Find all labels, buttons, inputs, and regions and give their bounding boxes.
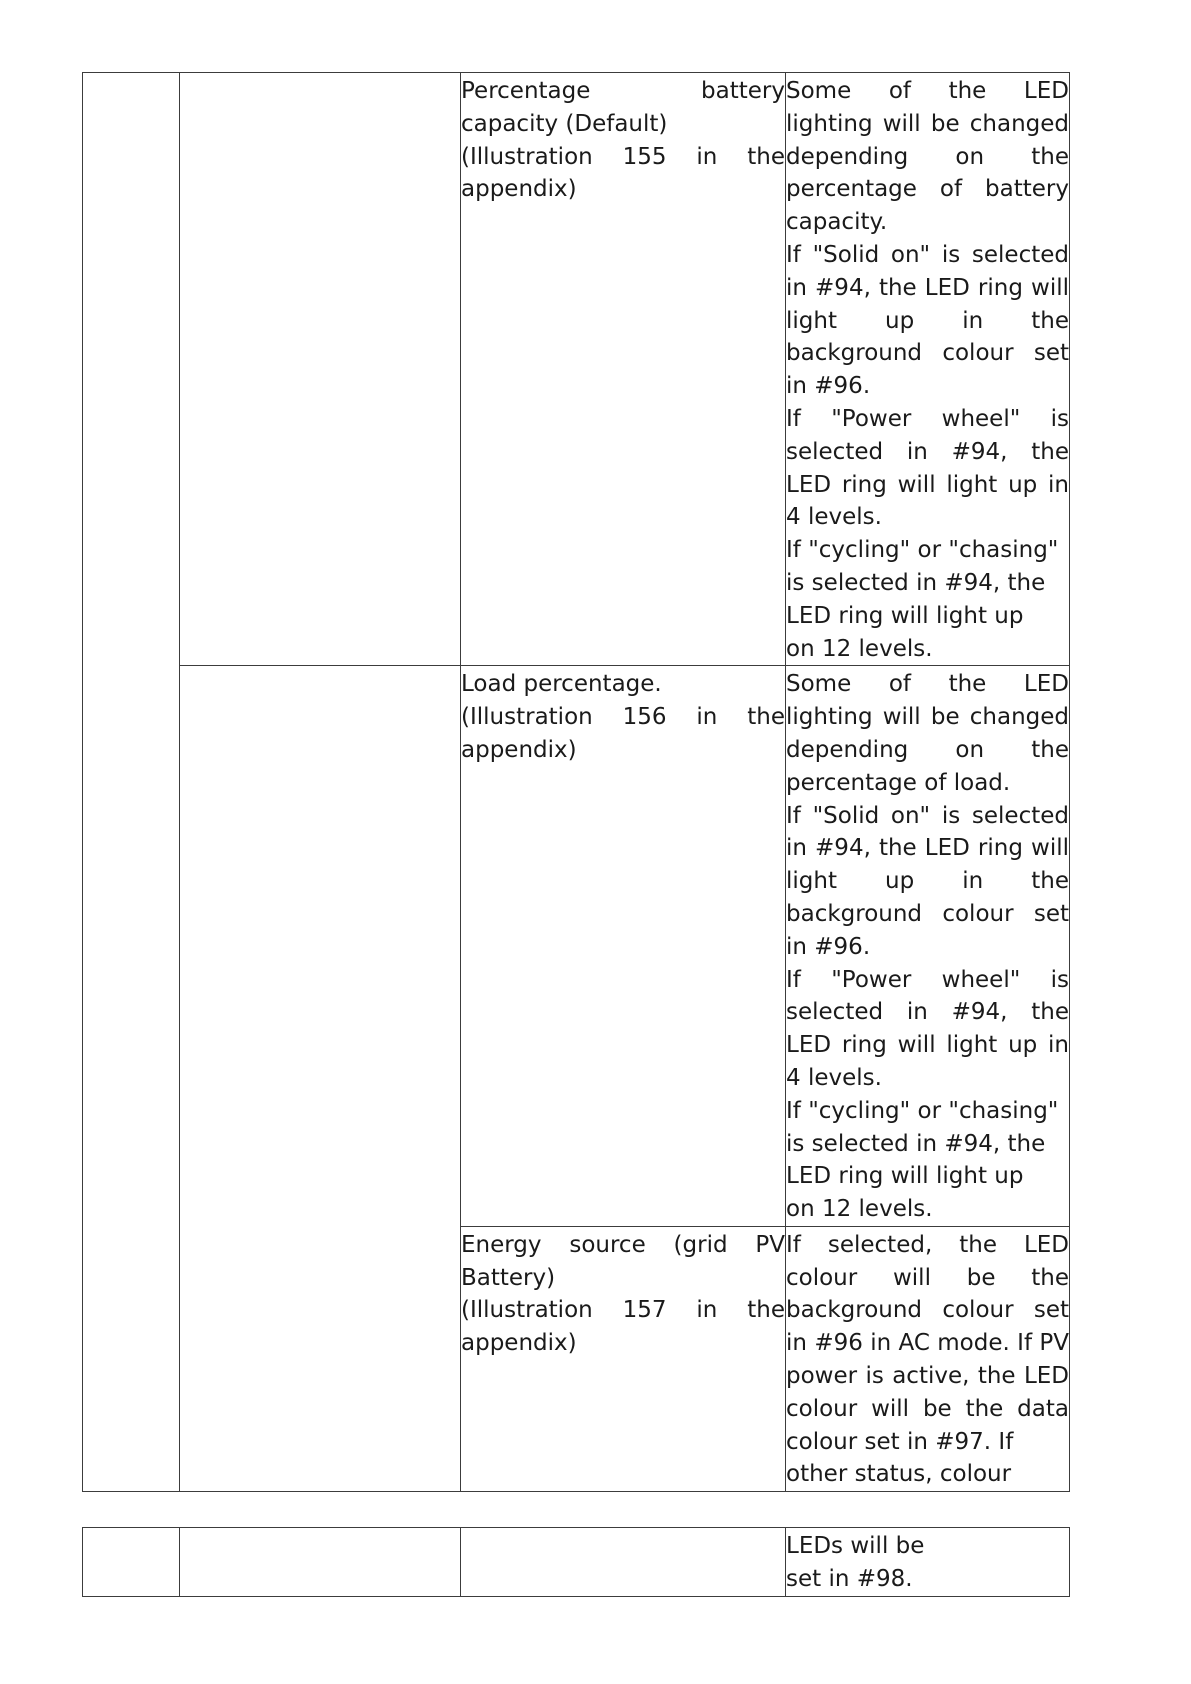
parameter-cell: [180, 1528, 461, 1597]
description-paragraph: set in #98.: [786, 1565, 913, 1592]
setting-cell: [461, 73, 786, 666]
description-paragraph: Some of the LED lighting will be changed depending on the percentage of battery capacity.: [786, 78, 1069, 236]
description-paragraph: If "cycling" or "chasing" is selected in #94, the LED ring will light up: [786, 1097, 1059, 1190]
description-cell: [786, 666, 1070, 1227]
description-paragraph: If "Power wheel" is selected in #94, the LED ring will light up in 4 levels.: [786, 405, 1069, 531]
description-paragraph: Some of the LED lighting will be changed depending on the percentage of load.: [786, 671, 1069, 796]
description-paragraph: If "Solid on" is selected in #94, the LED ring will light up in the background colour set in #96.: [786, 802, 1069, 960]
setting-option-label: Load percentage.: [461, 671, 662, 698]
description-paragraph: If selected, the LED colour will be the background colour set in #96 in AC mode. If PV power is active, the LED colour will be the data colour set in #97. If: [786, 1231, 1069, 1455]
settings-table-continuation: [82, 1527, 1070, 1597]
parameter-cell: [180, 666, 461, 1492]
description-paragraph: If "Power wheel" is selected in #94, the LED ring will light up in 4 levels.: [786, 966, 1069, 1091]
setting-cell: [461, 666, 786, 1227]
setting-cell: [461, 1226, 786, 1491]
table-row: [83, 73, 1070, 666]
setting-illustration-ref: (Illustration 156 in the appendix): [461, 704, 785, 763]
description-cell: [786, 73, 1070, 666]
description-paragraph: other status, colour: [786, 1461, 1012, 1488]
number-cell: [83, 73, 180, 1492]
description-paragraph: on 12 levels.: [786, 635, 933, 662]
table-row: [83, 1528, 1070, 1597]
description-paragraph: on 12 levels.: [786, 1196, 933, 1223]
table-row: [83, 666, 1070, 1227]
parameter-cell: [180, 73, 461, 666]
setting-cell: [461, 1528, 786, 1597]
setting-option-label: Energy source (grid PV Battery): [461, 1231, 785, 1291]
setting-illustration-ref: (Illustration 157 in the appendix): [461, 1297, 785, 1357]
number-cell: [83, 1528, 180, 1597]
setting-option-label: Percentage battery capacity (Default): [461, 78, 785, 137]
description-paragraph: LEDs will be: [786, 1533, 925, 1559]
setting-illustration-ref: (Illustration 155 in the appendix): [461, 143, 785, 203]
description-cell: [786, 1226, 1070, 1491]
description-paragraph: If "cycling" or "chasing" is selected in #94, the LED ring will light up: [786, 537, 1059, 629]
description-paragraph: If "Solid on" is selected in #94, the LED ring will light up in the background colour set in #96.: [786, 241, 1069, 400]
settings-table: [82, 72, 1070, 1492]
description-cell: [786, 1528, 1070, 1597]
